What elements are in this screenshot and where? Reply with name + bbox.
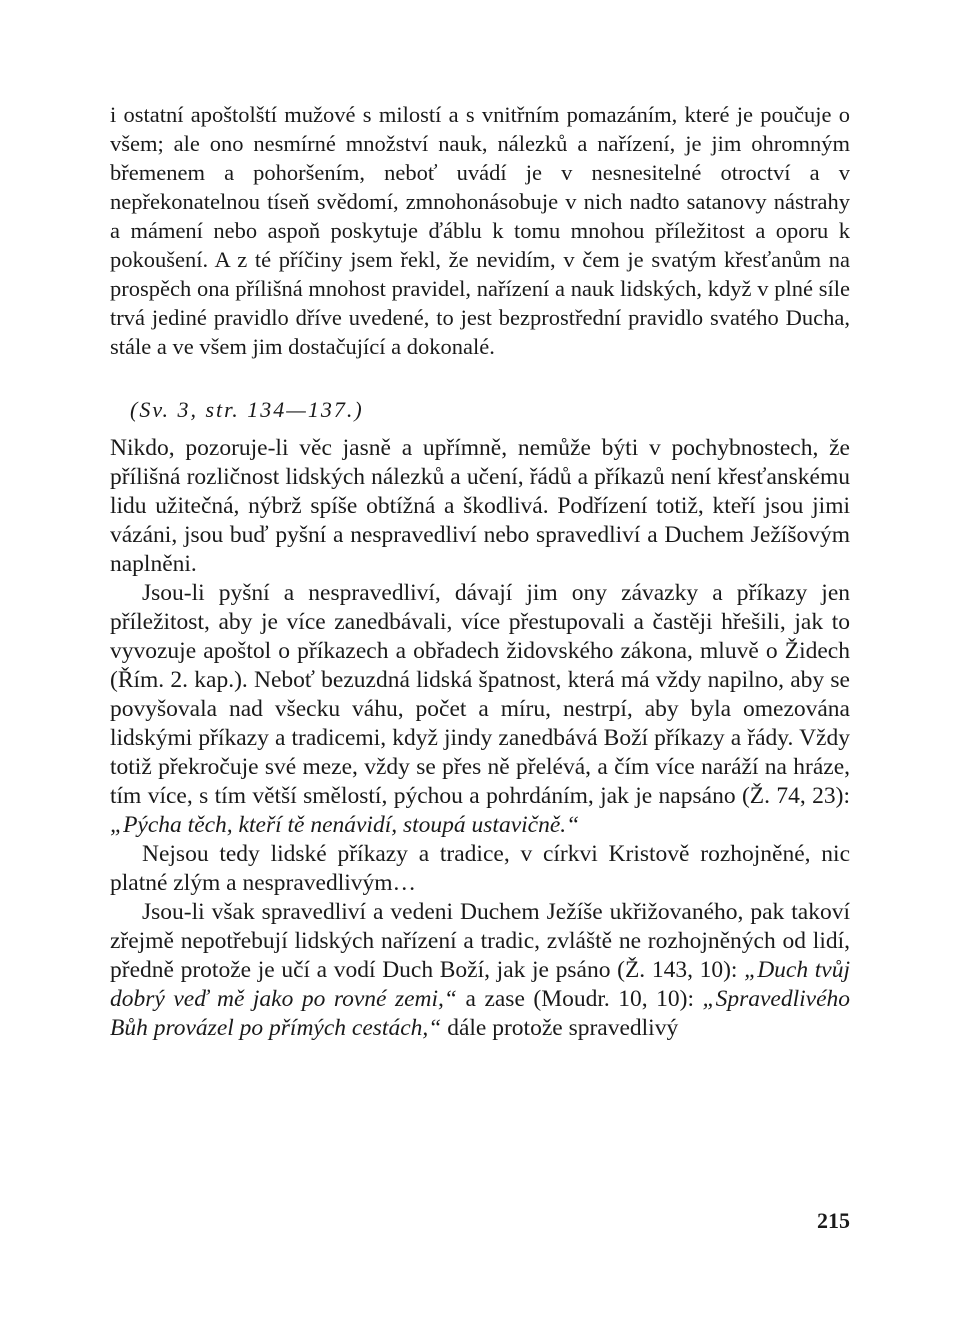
citation: (Sv. 3, str. 134—137.) — [130, 397, 364, 422]
quote-spravedliveho: „Spravedlivého Bůh provázel po přímých cestách,“ — [110, 986, 850, 1041]
paragraph-spravedlivi-text-1: Jsou-li však spravedliví a vedeni Duchem Ježíše ukřižovaného, pak takoví zřejmě nepotřebují lidských nařízení a tradic, zvláště ne rozhojněných od lidí, předně protože je učí a vodí Duch Boží, jak je psáno (Ž. 143, 10): — [110, 899, 850, 983]
paragraph-nikdo: Nikdo, pozoruje-li věc jasně a upřímně, nemůže býti v pochybnostech, že přílišná rozličnost lidských nálezků a učení, řádů a příkazů není křesťanskému lidu užitečná, nýbrž spíše obtížná a škodlivá. Podřízení totiž, kteří jsou jimi vázáni, jsou buď pyšní a nespravedliví nebo spravedliví a Duchem Ježíšovým naplněni. — [110, 435, 850, 577]
quote-duch: „Duch tvůj dobrý veď mě jako po rovné zemi,“ — [110, 957, 850, 1012]
paragraph-pysni — [110, 579, 850, 840]
part-b — [110, 434, 850, 1043]
page-number: 215 — [817, 1208, 850, 1233]
paragraph-spravedlivi-text-2: a zase (Moudr. 10, 10): — [457, 986, 703, 1012]
paragraph-spravedlivi — [110, 898, 850, 1043]
text-block — [110, 100, 850, 1043]
paragraph-pysni-text: Jsou-li pyšní a nespravedliví, dávají jim ony závazky a příkazy jen příležitost, aby je více zanedbávali, více přestupovali a častěji hřešili, jak to vyvozuje apoštol o příkazech a obřadech židovského zákona, mluvě o Židech (Řím. 2. kap.). Neboť bezuzdná lidská špatnost, která má vždy napilno, aby se povyšovala nad všecku váhu, počet a míru, nestrpí, aby byla omezována lidskými příkazy a tradicemi, když jindy zanedbává Boží příkazy a řády. Vždy totiž překročuje své meze, vždy se přes ně přelévá, a čím více naráží na hráze, tím více, s tím větší smělostí, pýchou a pohrdáním, jak je napsáno (Ž. 74, 23): — [110, 580, 850, 809]
part-a — [110, 100, 850, 424]
paragraph-nejsou: Nejsou tedy lidské příkazy a tradice, v církvi Kristově rozhojněné, nic platné zlým a nespravedlivým… — [110, 841, 850, 896]
paragraph-spravedlivi-text-3: dále protože spravedlivý — [441, 1015, 679, 1041]
quote-pycha: „Pýcha těch, kteří tě nenávidí, stoupá ustavičně.“ — [110, 812, 580, 838]
opening-paragraph: i ostatní apoštolští mužové s milostí a s vnitřním pomazáním, které je poučuje o všem; ale ono nesmírné množství nauk, nálezků a nařízení, je jim ohromným břemenem a pohoršením, neboť uvádí je v nesnesitelné otroctví a v nepřekonatelnou tíseň svědomí, zmnohonásobuje v nich nadto satanovy nástrahy a mámení nebo aspoň poskytuje ďáblu k tomu mnohou příležitost a oporu k pokoušení. A z té příčiny jsem řekl, že nevidím, v čem je svatým křesťanům na prospěch ona přílišná mnohost pravidel, nařízení a nauk lidských, když v plné síle trvá jediné pravidlo dříve uvedené, to jest bezprostřední pravidlo svatého Ducha, stále a ve všem jim dostačující a dokonalé. — [110, 102, 850, 359]
